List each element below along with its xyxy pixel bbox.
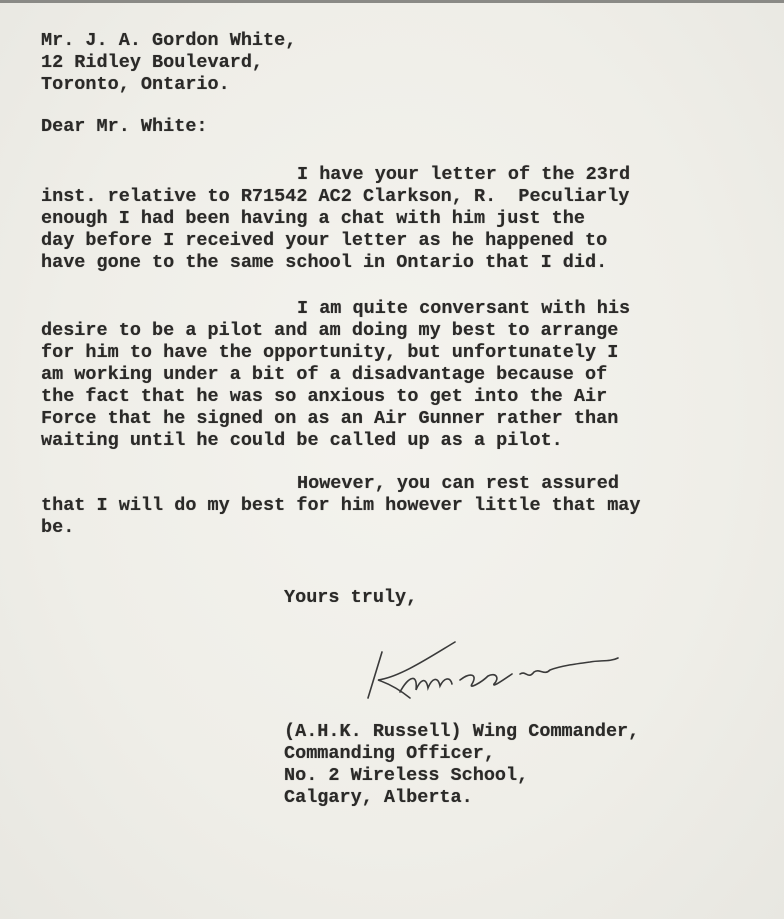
paragraph-1 <box>41 164 630 274</box>
text-line: I have your letter of the 23rd <box>297 164 631 185</box>
text-line: desire to be a pilot and am doing my best to arrange <box>41 320 619 341</box>
signatory-name-title: (A.H.K. Russell) Wing Commander, <box>284 721 640 742</box>
text-line: waiting until he could be called up as a pilot. <box>41 430 563 451</box>
handwritten-signature <box>360 632 630 707</box>
text-line: However, you can rest assured <box>297 473 619 494</box>
text-line: day before I received your letter as he happened to <box>41 230 608 251</box>
address-line: Mr. J. A. Gordon White, <box>41 30 297 51</box>
closing: Yours truly, <box>284 587 418 608</box>
text-line: I am quite conversant with his <box>297 298 631 319</box>
text-line: for him to have the opportunity, but unfortunately I <box>41 342 619 363</box>
text-line: inst. relative to R71542 AC2 Clarkson, R. Peculiarly <box>41 186 630 207</box>
signatory-location: Calgary, Alberta. <box>284 787 473 808</box>
signature-block <box>284 721 639 809</box>
text-line: be. <box>41 517 75 538</box>
text-line: Force that he signed on as an Air Gunner rather than <box>41 408 619 429</box>
text-line: am working under a bit of a disadvantage because of <box>41 364 608 385</box>
text-line: enough I had been having a chat with him just the <box>41 208 585 229</box>
page-top-edge <box>0 0 784 3</box>
text-line: the fact that he was so anxious to get into the Air <box>41 386 608 407</box>
signatory-unit: No. 2 Wireless School, <box>284 765 529 786</box>
salutation: Dear Mr. White: <box>41 116 208 137</box>
text-line: have gone to the same school in Ontario that I did. <box>41 252 608 273</box>
address-line: Toronto, Ontario. <box>41 74 230 95</box>
recipient-address <box>41 30 296 96</box>
paragraph-3 <box>41 473 641 539</box>
paragraph-2 <box>41 298 630 452</box>
text-line: that I will do my best for him however little that may <box>41 495 641 516</box>
signatory-position: Commanding Officer, <box>284 743 495 764</box>
address-line: 12 Ridley Boulevard, <box>41 52 264 73</box>
